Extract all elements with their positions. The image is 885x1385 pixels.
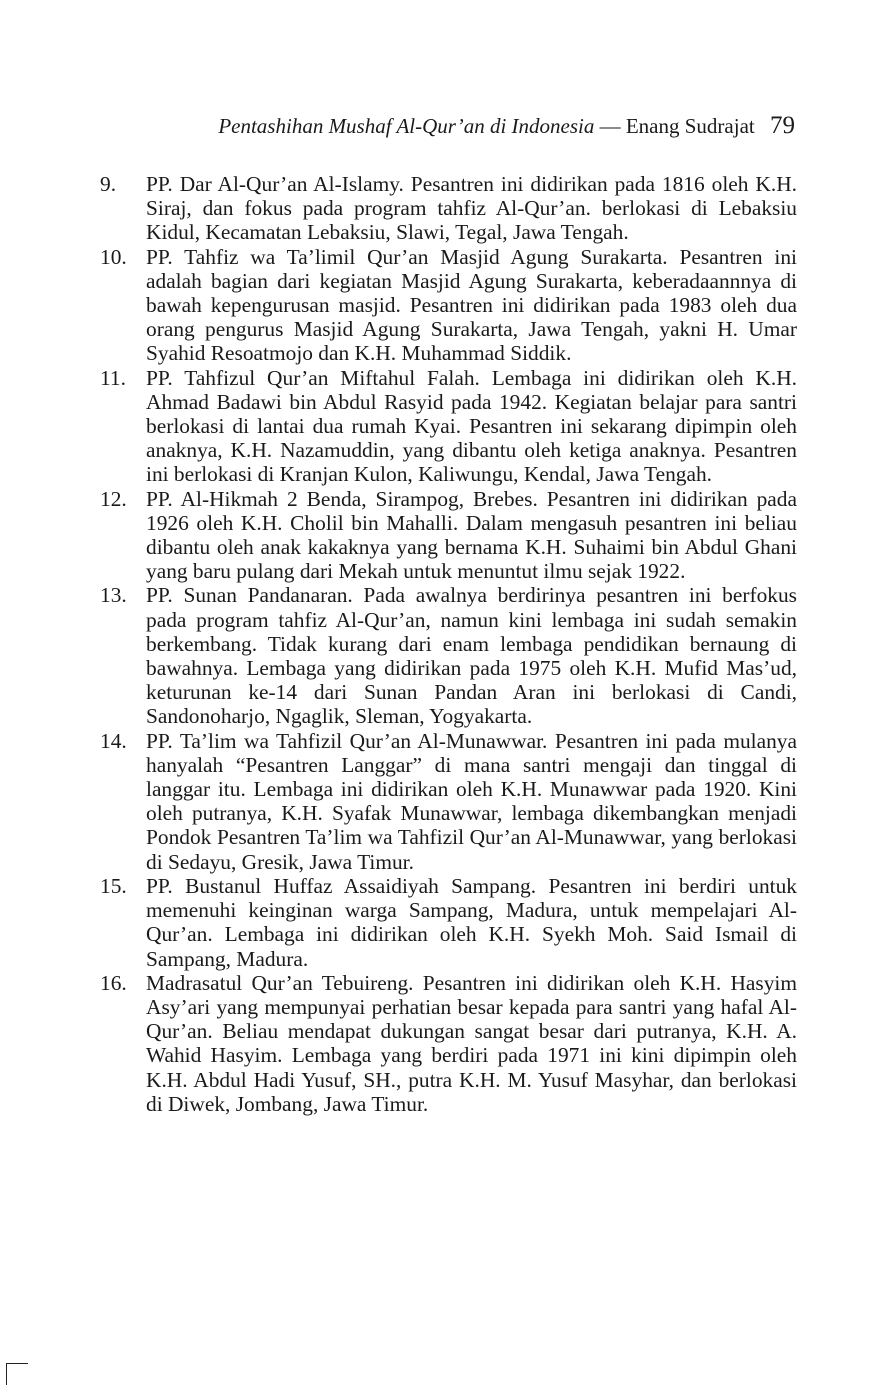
item-text: PP. Dar Al-Qur’an Al-Islamy. Pesantren ini didirikan pada 1816 oleh K.H. Siraj, dan fokus pada program tahfiz Al-Qur’an. berlokasi di Lebaksiu Kidul, Kecamatan Lebaksiu, Slawi, Tegal, Jawa Tengah. [146,172,797,245]
header-dash: — [599,114,621,138]
book-title: Pentashihan Mushaf Al-Qur’an di Indonesia [218,114,595,138]
item-text: PP. Ta’lim wa Tahfizil Qur’an Al-Munawwar. Pesantren ini pada mulanya hanyalah “Pesantren Langgar” di mana santri mengaji dan tinggal di langgar itu. Lembaga ini didirikan oleh K.H. Munawwar pada 1920. Kini oleh putranya, K.H. Syafak Munawwar, lembaga dikembangkan menjadi Pondok Pesantren Ta’lim wa Tahfizil Qur’an Al-Munawwar, yang berlokasi di Sedayu, Gresik, Jawa Timur. [146,728,797,874]
item-text: PP. Al-Hikmah 2 Benda, Sirampog, Brebes. Pesantren ini didirikan pada 1926 oleh K.H. Cholil bin Mahalli. Dalam mengasuh pesantren ini beliau dibantu oleh anak kakaknya yang bernama K.H. Suhaimi bin Abdul Ghani yang baru pulang dari Mekah untuk menuntut ilmu sejak 1922. [146,486,797,584]
item-number: 13. [100,583,127,608]
list-item [100,729,797,874]
list-item [100,971,797,1116]
item-text: PP. Sunan Pandanaran. Pada awalnya berdirinya pesantren ini berfokus pada program tahfiz Al-Qur’an, namun kini lembaga ini sudah semakin berkembang. Tidak kurang dari enam lembaga pendidikan bernaung di bawahnya. Lembaga yang didirikan pada 1975 oleh K.H. Mufid Mas’ud, keturunan ke-14 dari Sunan Pandan Aran ini berlokasi di Candi, Sandonoharjo, Ngaglik, Sleman, Yogyakarta. [146,583,797,729]
list-item [100,874,797,971]
item-text: PP. Tahfiz wa Ta’limil Qur’an Masjid Agung Surakarta. Pesantren ini adalah bagian dari kegiatan Masjid Agung Surakarta, keberadaannnya di bawah kepengurusan masjid. Pesantren ini didirikan pada 1983 oleh dua orang pengurus Masjid Agung Surakarta, Jawa Tengah, yakni H. Umar Syahid Resoatmojo dan K.H. Muhammad Siddik. [146,244,797,366]
author-name: Enang Sudrajat [625,114,755,138]
item-number: 12. [100,486,127,511]
running-header [120,112,795,140]
page-number: 79 [770,112,795,139]
list-item [100,172,797,245]
item-text: PP. Tahfizul Qur’an Miftahul Falah. Lembaga ini didirikan oleh K.H. Ahmad Badawi bin Abdul Rasyid pada 1942. Kegiatan belajar para santri berlokasi di lantai dua rumah Kyai. Pesantren ini sekarang dipimpin oleh anaknya, K.H. Nazamuddin, yang dibantu oleh ketiga anaknya. Pesantren ini berlokasi di Kranjan Kulon, Kaliwungu, Kendal, Jawa Tengah. [146,365,797,487]
item-number: 16. [100,970,127,995]
item-number: 15. [100,873,127,898]
item-number: 10. [100,244,127,269]
list-item [100,583,797,728]
crop-mark [6,1363,28,1385]
item-text: Madrasatul Qur’an Tebuireng. Pesantren ini didirikan oleh K.H. Hasyim Asy’ari yang mempunyai perhatian besar kepada para santri yang hafal Al-Qur’an. Beliau mendapat dukungan sangat besar dari putranya, K.H. A. Wahid Hasyim. Lembaga yang berdiri pada 1971 ini kini dipimpin oleh K.H. Abdul Hadi Yusuf, SH., putra K.H. M. Yusuf Masyhar, dan berlokasi di Diwek, Jombang, Jawa Timur. [146,970,797,1116]
list-item [100,487,797,584]
item-number: 14. [100,728,127,753]
pesantren-list [100,172,797,1116]
item-text: PP. Bustanul Huffaz Assaidiyah Sampang. Pesantren ini berdiri untuk memenuhi keinginan warga Sampang, Madura, untuk mempelajari Al-Qur’an. Lembaga ini didirikan oleh K.H. Syekh Moh. Said Ismail di Sampang, Madura. [146,873,797,971]
list-item [100,366,797,487]
item-number: 9. [100,172,117,196]
item-number: 11. [100,365,126,390]
list-item [100,245,797,366]
